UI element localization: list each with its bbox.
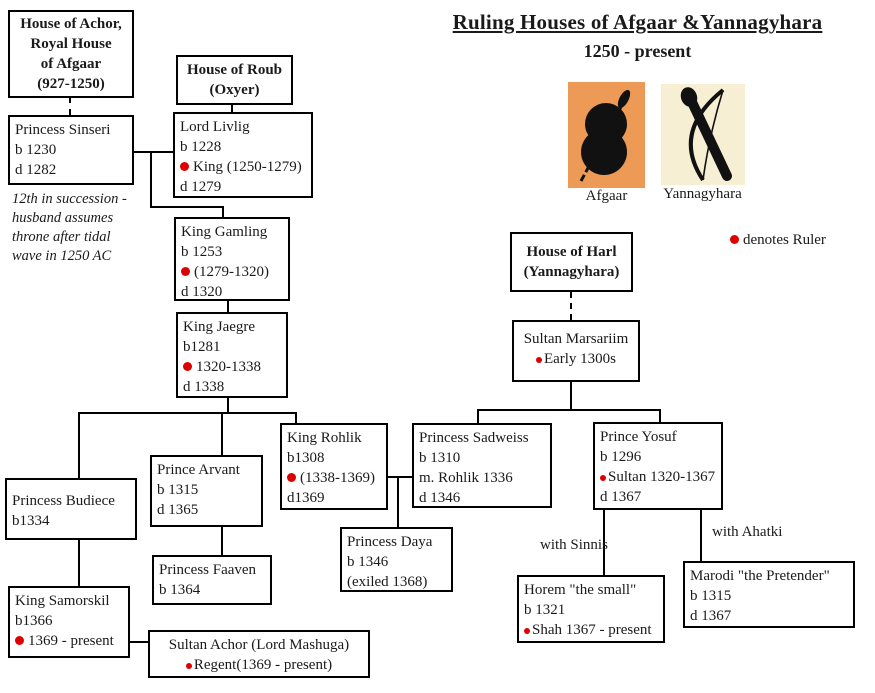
node-line: King Samorskil (15, 593, 110, 609)
tree-node-marodi (683, 561, 855, 628)
tree-node-yosuf (593, 422, 723, 510)
note-line: wave in 1250 AC (12, 248, 112, 264)
node-line: b 1315 (157, 482, 199, 498)
node-line: King Rohlik (287, 430, 362, 446)
ruler-dot-icon (180, 162, 189, 171)
node-line: Horem "the small" (524, 582, 637, 598)
node-line: Princess Sinseri (15, 122, 111, 138)
node-line: d 1346 (419, 490, 461, 506)
node-line: d 1282 (15, 162, 57, 178)
tree-node-marsariim (512, 320, 640, 382)
afgaar-emblem-icon (568, 82, 645, 188)
note-line: throne after tidal (12, 229, 111, 245)
connector-line (700, 509, 702, 562)
ruler-dot-icon (730, 235, 739, 244)
connector-line (387, 476, 413, 478)
connector-line (570, 292, 572, 320)
connector-line (659, 409, 661, 423)
node-line: King Jaegre (183, 319, 256, 335)
node-line: (Yannagyhara) (523, 264, 620, 280)
connector-line (78, 412, 297, 414)
node-line (15, 631, 123, 651)
yannagyhara-emblem-icon (661, 84, 745, 185)
tree-node-rohlik (280, 423, 388, 510)
tree-node-samorskil (8, 586, 130, 658)
node-line: Marodi "the Pretender" (690, 568, 830, 584)
node-line (180, 157, 306, 177)
node-line: b1281 (183, 339, 221, 355)
tree-node-sultan-achor (148, 630, 370, 678)
ruler-dot-icon (536, 357, 542, 363)
node-line: m. Rohlik 1336 (419, 470, 513, 486)
connector-line (477, 409, 479, 424)
connector-line (221, 526, 223, 556)
page-subtitle: 1250 - present (583, 41, 692, 61)
afgaar-emblem-label: Afgaar (585, 188, 628, 204)
node-line: Royal House (30, 36, 112, 52)
node-line: Sultan Marsariim (523, 331, 629, 347)
node-line (519, 349, 633, 369)
node-line: House of Roub (186, 62, 283, 78)
ruler-legend-label: denotes Ruler (743, 232, 826, 248)
connector-line (78, 412, 80, 478)
node-line: b 1253 (181, 244, 223, 260)
node-line: b1366 (15, 613, 53, 629)
node-line: b 1346 (347, 554, 389, 570)
node-line: d 1279 (180, 179, 222, 195)
connector-line (69, 97, 71, 115)
node-line (600, 467, 716, 487)
node-line-text: King (1250-1279) (193, 159, 302, 175)
tree-node-gamling (174, 217, 290, 301)
node-line (181, 262, 283, 282)
node-line: b 1310 (419, 450, 461, 466)
node-line: b 1296 (600, 449, 642, 465)
node-line-text: 1369 - present (28, 633, 114, 649)
connector-line (129, 641, 149, 643)
node-line: of Afgaar (40, 56, 102, 72)
tree-node-arvant (150, 455, 263, 527)
node-line: b 1321 (524, 602, 566, 618)
ruler-dot-icon (183, 362, 192, 371)
ruler-dot-icon (600, 475, 606, 481)
node-line: Princess Sadweiss (419, 430, 529, 446)
node-line: d1369 (287, 490, 325, 506)
node-line: d 1320 (181, 284, 223, 300)
node-line: Princess Faaven (159, 562, 257, 578)
tree-node-sinseri (8, 115, 134, 185)
tree-node-daya (340, 527, 453, 592)
connector-line (78, 539, 80, 587)
tree-node-faaven (152, 555, 272, 605)
node-line-text: 1320-1338 (196, 359, 261, 375)
with-ahatki-label: with Ahatki (712, 524, 783, 540)
node-line: House of Achor, (20, 16, 122, 32)
connector-line (134, 151, 173, 153)
ruler-dot-icon (524, 628, 530, 634)
ruler-dot-icon (186, 663, 192, 669)
node-line: (Oxyer) (209, 82, 260, 98)
tree-node-jaegre (176, 312, 288, 398)
node-line: b 1230 (15, 142, 57, 158)
tree-node-house-achor (8, 10, 134, 98)
ruler-dot-icon (181, 267, 190, 276)
tree-node-house-roub (176, 55, 293, 105)
tree-node-horem (517, 575, 665, 643)
node-line-text: (1338-1369) (300, 470, 375, 486)
node-line: d 1338 (183, 379, 225, 395)
page-title: Ruling Houses of Afgaar &Yannagyhara (452, 10, 823, 34)
title-block (410, 10, 865, 62)
node-line: Prince Arvant (157, 462, 240, 478)
node-line-text: Shah 1367 - present (532, 622, 652, 638)
node-line: Lord Livlig (180, 119, 250, 135)
node-line: House of Harl (526, 244, 617, 260)
tree-node-house-harl (510, 232, 633, 292)
node-line: b1308 (287, 450, 325, 466)
node-line: Princess Budiece (12, 493, 115, 509)
node-line: King Gamling (181, 224, 268, 240)
node-line: Princess Daya (347, 534, 433, 550)
node-line: b1334 (12, 513, 50, 529)
node-line: d 1367 (600, 489, 642, 505)
node-line: b 1228 (180, 139, 222, 155)
tree-node-livlig (173, 112, 313, 198)
node-line (155, 655, 363, 675)
tree-node-sadweiss (412, 423, 552, 508)
node-line (183, 357, 281, 377)
connector-line (477, 409, 661, 411)
yannagyhara-emblem-label: Yannagyhara (663, 186, 742, 202)
node-line: b 1364 (159, 582, 201, 598)
with-sinnis-label: with Sinnis (540, 537, 608, 553)
connector-line (397, 476, 399, 528)
node-line-text: Early 1300s (543, 351, 617, 367)
node-line (287, 468, 381, 488)
note-line: 12th in succession - (12, 191, 127, 207)
node-line-text: (1279-1320) (194, 264, 269, 280)
connector-line (570, 381, 572, 411)
ruler-dot-icon (15, 636, 24, 645)
node-line: d 1365 (157, 502, 199, 518)
node-line: (927-1250) (37, 76, 105, 92)
ruler-legend (730, 232, 826, 249)
node-line: b 1315 (690, 588, 732, 604)
node-line: Prince Yosuf (600, 429, 677, 445)
node-line-text: Regent(1369 - present) (193, 657, 333, 673)
note-line: husband assumes (12, 210, 114, 226)
node-line (524, 620, 658, 640)
succession-note (12, 190, 177, 266)
connector-line (221, 412, 223, 456)
node-line: (exiled 1368) (347, 574, 428, 590)
node-line: Sultan Achor (Lord Mashuga) (168, 637, 350, 653)
node-line: d 1367 (690, 608, 732, 624)
tree-node-budiece (5, 478, 137, 540)
ruler-dot-icon (287, 473, 296, 482)
node-line-text: Sultan 1320-1367 (608, 469, 716, 485)
